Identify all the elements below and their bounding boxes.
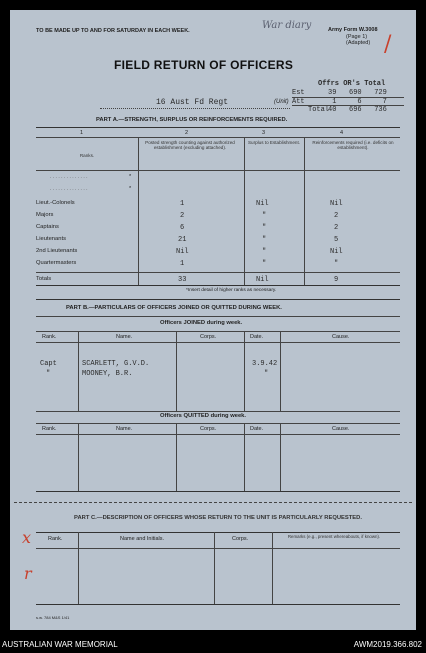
summary-header: Offrs OR's Total — [318, 80, 386, 88]
joined-col-date: Date. — [250, 334, 264, 340]
part-b-bottom-rule — [36, 491, 400, 492]
red-check-mark: / — [384, 32, 392, 57]
posted-value: 1 — [180, 260, 185, 268]
header-posted: Posted strength counting against authorized establishment (excluding attached). — [145, 140, 235, 151]
rank-label: Lieutenants — [36, 236, 66, 242]
posted-value: 1 — [180, 200, 185, 208]
part-c-col-corps: Corps. — [232, 536, 249, 542]
printer-code: s.w. 784 M&S 1/41 — [36, 615, 70, 620]
part-c-title: PART C.—DESCRIPTION OF OFFICERS WHOSE RETURN TO THE UNIT IS PARTICULARLY REQUESTED. — [74, 515, 362, 521]
part-a-col-divider — [304, 137, 305, 285]
totals-surplus: Nil — [256, 276, 269, 284]
joined-col-divider — [244, 331, 245, 411]
quitted-col-name: Name. — [116, 426, 133, 432]
summary-att-values: 1 6 7 — [328, 98, 387, 106]
quitted-col-divider — [244, 423, 245, 491]
quitted-title-rule — [36, 423, 400, 424]
part-a-col-divider — [244, 137, 245, 285]
quitted-col-corps: Corps. — [200, 426, 217, 432]
reinforcements-value: Nil — [330, 248, 343, 256]
reinforcements-value: 2 — [334, 212, 339, 220]
unit-label: (Unit) — [274, 99, 289, 105]
surplus-value: " — [262, 224, 267, 232]
header-ranks: Ranks. — [79, 153, 95, 158]
part-a-title: PART A.—STRENGTH, SURPLUS OR REINFORCEMENTS REQUIRED. — [96, 117, 288, 123]
part-c-col-divider — [78, 532, 79, 604]
posted-value: 21 — [178, 236, 187, 244]
joined-rank: " — [46, 370, 51, 378]
quitted-col-divider — [280, 423, 281, 491]
footer-accession-number: AWM2019.366.802 — [353, 640, 422, 649]
page-title: FIELD RETURN OF OFFICERS — [114, 58, 294, 72]
summary-total-label: Total — [308, 106, 330, 114]
posted-value: 2 — [180, 212, 185, 220]
joined-col-cause: Cause. — [332, 334, 350, 340]
part-a-footnote: *Insert detail of higher ranks as necessary. — [186, 288, 277, 293]
col-number-1: 1 — [80, 130, 84, 136]
joined-header-rule — [36, 342, 400, 343]
joined-bottom-rule — [36, 411, 400, 412]
rank-label: Lieut.-Colonels — [36, 200, 75, 206]
joined-date: " — [264, 370, 269, 378]
part-c-col-divider — [214, 532, 215, 604]
col-number-4: 4 — [340, 130, 344, 136]
quitted-title: Officers QUITTED during week. — [160, 413, 247, 419]
quitted-col-rank: Rank. — [42, 426, 57, 432]
reinforcements-value: 5 — [334, 236, 339, 244]
handwritten-note: War diary — [262, 20, 312, 31]
red-mark: x — [22, 528, 32, 547]
reinforcements-value: 2 — [334, 224, 339, 232]
part-c-top-rule — [36, 532, 400, 533]
quitted-col-cause: Cause. — [332, 426, 350, 432]
posted-value: Nil — [176, 248, 189, 256]
quitted-col-divider — [176, 423, 177, 491]
form-number: Army Form W.3008 — [328, 27, 378, 33]
totals-top-rule — [36, 272, 400, 273]
instruction-text: TO BE MADE UP TO AND FOR SATURDAY IN EACH WEEK. — [36, 28, 190, 34]
part-c-header-rule — [36, 548, 400, 549]
rank-label: 2nd Lieutenants — [36, 248, 78, 254]
part-c-col-name: Name and Initials. — [120, 536, 165, 542]
surplus-value: " — [262, 236, 267, 244]
totals-reinforcements: 9 — [334, 276, 339, 284]
joined-col-name: Name. — [116, 334, 133, 340]
part-a-number-rule — [36, 137, 400, 138]
part-a-col-divider — [138, 137, 139, 285]
col-number-2: 2 — [185, 130, 189, 136]
part-c-col-remarks: Remarks (e.g., present whereabouts, if known). — [287, 534, 381, 539]
part-b-top-rule — [36, 299, 400, 300]
red-mark: r — [24, 564, 32, 583]
surplus-value: " — [262, 260, 267, 268]
reinforcements-value: Nil — [330, 200, 343, 208]
summary-rule — [292, 105, 404, 106]
joined-title: Officers JOINED during week. — [160, 320, 243, 326]
joined-name: MOONEY, B.R. — [82, 370, 133, 378]
quitted-col-divider — [78, 423, 79, 491]
part-c-bottom-rule — [36, 604, 400, 605]
joined-col-divider — [176, 331, 177, 411]
joined-rank: Capt — [40, 360, 57, 368]
totals-posted: 33 — [178, 276, 187, 284]
header-surplus: Surplus to Establishment. — [247, 140, 301, 145]
perforation-line — [14, 502, 412, 503]
rank-label: Captains — [36, 224, 59, 230]
summary-total-values: 40 696 736 — [328, 106, 387, 114]
part-c-col-rank: Rank. — [48, 536, 63, 542]
joined-col-divider — [78, 331, 79, 411]
posted-value: 6 — [180, 224, 185, 232]
joined-col-divider — [280, 331, 281, 411]
summary-est-label: Est — [292, 89, 305, 97]
surplus-value: " — [262, 212, 267, 220]
star-mark: * — [129, 174, 132, 180]
form-page: (Page 1) — [346, 34, 368, 40]
star-row-dots: . . . . . . . . . . . . . . — [50, 186, 88, 192]
header-reinforcements: Reinforcements required (i.e. deficits on establishment). — [312, 140, 394, 151]
part-a-top-rule — [36, 127, 400, 128]
joined-name: SCARLETT, G.V.D. — [82, 360, 150, 368]
star-row-dots: . . . . . . . . . . . . . . — [50, 174, 88, 180]
surplus-value: Nil — [256, 200, 269, 208]
form-adapted: (Adapted) — [346, 40, 371, 46]
summary-att-label: Att — [292, 98, 305, 106]
reinforcements-value: " — [334, 260, 339, 268]
rank-label: Majors — [36, 212, 54, 218]
part-c-col-divider — [272, 532, 273, 604]
quitted-col-date: Date. — [250, 426, 264, 432]
star-mark: * — [129, 186, 132, 192]
joined-title-rule — [36, 331, 400, 332]
part-b-title: PART B.—PARTICULARS OF OFFICERS JOINED OR QUITTED DURING WEEK. — [66, 305, 282, 311]
rank-label: Quartermasters — [36, 260, 77, 266]
unit-underline — [100, 108, 290, 109]
totals-label: Totals — [36, 276, 52, 282]
surplus-value: " — [262, 248, 267, 256]
part-a-bottom-rule — [36, 285, 400, 286]
footer-attribution: AUSTRALIAN WAR MEMORIAL — [2, 640, 118, 649]
col-number-3: 3 — [262, 130, 266, 136]
form-sheet — [10, 10, 416, 630]
joined-col-rank: Rank. — [42, 334, 57, 340]
part-a-header-rule — [36, 170, 400, 171]
summary-est-values: 39 690 729 — [328, 89, 387, 97]
quitted-header-rule — [36, 434, 400, 435]
unit-name: 16 Aust Fd Regt — [156, 98, 229, 107]
part-b-rule — [36, 316, 400, 317]
summary-rule — [292, 97, 404, 98]
joined-date: 3.9.42 — [252, 360, 278, 368]
joined-col-corps: Corps. — [200, 334, 217, 340]
